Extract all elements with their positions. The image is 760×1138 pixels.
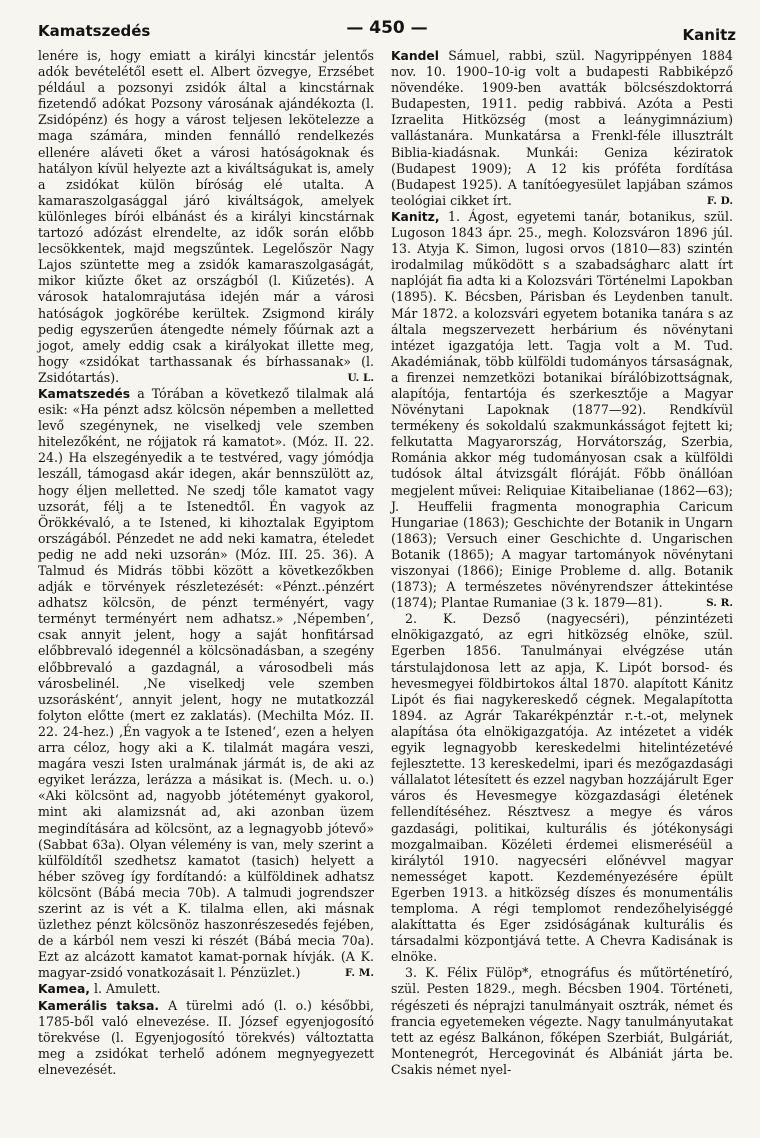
author-signature: F. D.	[706, 194, 733, 207]
running-header	[38, 18, 736, 44]
author-signature: U. L.	[347, 371, 374, 384]
header-left-keyword: Kamatszedés	[38, 22, 151, 40]
entry-kanitz	[391, 209, 733, 611]
entry-text: 1. Ágost, egyetemi tanár, botanikus, szül. Lugoson 1843 ápr. 25., megh. Kolozsváron 1896 júl. 13. Atyja K. Simon, lugosi orvos (1810—83) szintén irodalmilag működött s a szabadságharc alatt írt naplóját fia adta ki a Kolozsvári Történelmi Lapokban (1895). K. Bécsben, Párisban és Leydenben tanult. Már 1872. a kolozsvári egyetem botanika tanára s az általa megszervezett herbárium és növénytani intézet igazgatója lett. Tagja volt a M. Tud. Akadémiának, több külföldi tudományos társaságnak, a firenzei nemzetközi botanikai bírálóbizottságnak, alapítója, fentartója és szerkesztője a Magyar Növénytani Lapoknak (1877—92). Rendkívül termékeny és sokoldalú szakmunkásságot fejtett ki; felkutatta Magyarország, Horvátország, Szerbia, Románia akkor még tudományosan csak a külföldi tudósok által átvizsgált flóráját. Főbb önállóan megjelent művei: Reliquiae Kitaibelianae (1862—63); J. Heuffelii fragmenta monographia Caricum Hungariae (1863); Geschichte der Botanik in Ungarn (1863); Versuch einer Geschichte d. Ungarischen Botanik (1865); A magyar tartományok növénytani viszonyai (1866); Einige Probleme d. allg. Botanik (1873); A természetes növényrendszer áttekintése (1874); Plantae Rumaniae (3 k. 1879—81).	[391, 208, 733, 611]
entry-kamea	[38, 981, 374, 997]
entry-text: l. Amulett.	[89, 981, 161, 997]
entry-headword: Kamatszedés	[38, 386, 131, 401]
right-column	[391, 48, 733, 1078]
paragraph: 3. K. Félix Fülöp*, etnográfus és műtörténetíró, szül. Pesten 1829., megh. Bécsben 1904. Történeti, régészeti és néprajzi tanulmányait osztrák, német és francia egyetemeken végezte. Nagy tanulmányutakat tett az egész Balkánon, főképen Szerbiát, Bulgáriát, Montenegrót, Hercegovinát és Albániát járta be. Csakis német nyel-	[391, 965, 733, 1077]
author-signature: S. R.	[706, 597, 733, 610]
paragraph	[38, 48, 374, 386]
paragraph-text: lenére is, hogy emiatt a királyi kincstár jelentős adók bevételétől esett el. Albert özvegye, Erzsébet például a pozsonyi zsidók által a kincstárnak fizetendő adókat Pozsony városának ajándékozta (l. Zsidópénz) és hogy a várost teljesen lekötelezze a maga számára, minden fennálló rendelkezés ellenére aláveti őket a városi hatóságoknak és hatályon kívül helyezte azt a kiváltságukat is, amely a zsidókat külön bíróság elé utalta. A kamaraszolgasággal járó kiváltságok, amelyek különleges bírói elbánást és a királyi kincstárnak tartozó adózást elrendelte, az idők során előbb lecsökkentek, majd megszűntek. Legelőször Nagy Lajos szüntette meg a zsidók kamaraszolgaságát, mikor kiűzte őket az országból (l. Kiűzetés). A városok hatalomrajutása idején már a városi hatóságok jogkörébe kerültek. Zsigmond király pedig egyszerűen átengedte némely főúrnak azt a jogot, amely eddig csak a királyokat illette meg, hogy «zsidókat tarthassanak és bírhassanak» (l. Zsidótartás).	[38, 48, 374, 385]
entry-kandel	[391, 48, 733, 209]
entry-text: a Tórában a következő tilalmak alá esik: «Ha pénzt adsz kölcsön népemben a melletted levő szegénynek, ne viselkedj vele szemben hitelezőként, ne rójjatok rá kamatot». (Móz. II. 22. 24.) Ha elszegényedik a te testvéred, vagy jómódja leszáll, támogasd akár idegen, akár bennszülött az, hogy éljen melletted. Ne szedj tőle kamatot vagy uzsorát, félj a te Istenedtől. Én vagyok az Örökkévaló, a te Istened, ki kihoztalak Egyiptom országából. Pénzedet ne add neki kamatra, ételedet pedig ne add neki uzsorán» (Móz. III. 25. 36). A Talmud és Midrás többi között a következőkben adják e törvények részletezését: «Pénzt..pénzért adhatsz kölcsön, de pénzt terményért, vagy terményt terményért nem adhatsz.» ‚Népemben‘, csak annyit jelent, hogy a saját honfitársad előbbrevaló idegennél a kölcsönadásban, a szegény előbbrevaló a gazdagnál, a városodbeli más városbelinél. ‚Ne viselkedj vele szemben uzsorásként‘, annyit jelent, hogy ne mutatkozzál folyton előtte (mert ez zaklatás). (Mechilta Móz. II. 22. 24-hez.) ‚Én vagyok a te Istened‘, ezen a helyen arra céloz, hogy aki a K. tilalmát magára veszi, magára veszi Isten uralmának jármát is, de aki az egyiket lerázza, lerázza a másikat is. (Mech. u. o.) «Aki kölcsönt ad, nagyobb jótéteményt gyakorol, mint aki alamizsnát ad, aki azonban üzem megindítására ad kölcsönt, az a legnagyobb jótevő» (Sabbat 63a). Olyan vélemény is van, mely szerint a külföldítől szedhetsz kamatot (tasich) helyett a héber szöveg így fordítandó: a külföldinek adhatsz kölcsönt (Bábá mecia 70b). A talmudi jogrendszer szerint az is vét a K. tilalma ellen, aki másnak üzlethez pénzt kölcsönöz haszonrészesedés fejében, de a kárból nem veszi ki részét (Bábá mecia 70a). Ezt az alcázott kamatot kamat-pornak hívják. (A K. magyar-zsidó vonatkozásait l. Pénzüzlet.)	[38, 385, 374, 981]
entry-headword: Kamea,	[38, 982, 90, 997]
entry-text: Sámuel, rabbi, szül. Nagyrippényen 1884 nov. 10. 1900–10-ig volt a budapesti Rabbiképző növendéke. 1909-ben avatták bölcsészdoktorrá Budapesten, 1911. pedig rabbivá. Azóta a Pesti Izraelita Hitközség (most a leánygimnázium) vallástanára. Munkatársa a Frenkl-féle illusztrált Biblia-kiadásnak. Munkái: Geniza kéziratok (Budapest 1909); A 12 kis próféta fordítása (Budapest 1925). A tanítóegyesület lapjában számos teológiai cikket írt.	[391, 48, 733, 208]
page-number: — 450 —	[346, 18, 428, 38]
entry-headword: Kanitz,	[391, 209, 440, 224]
entry-headword: Kamerális taksa.	[38, 998, 160, 1013]
entry-kamatszedes	[38, 386, 374, 981]
entry-kameralis-taksa	[38, 998, 374, 1078]
header-right-keyword: Kanitz	[682, 26, 736, 44]
paragraph: 2. K. Dezső (nagyecséri), pénzintézeti elnökigazgató, az egri hitközség elnöke, szül. Egerben 1856. Tanulmányai elvégzése után társtulajdonosa lett az apja, K. Lipót borsod- és hevesmegyei földbirtokos által 1870. alapított Kánitz Lipót és fiai nagykereskedő cégnek. Megalapította 1894. az Agrár Takarékpénztár r.-t.-ot, melynek alapítása óta elnökigazgatója. Az intézetet a vidék egyik legnagyobb kereskedelmi hitelintézetévé fejlesztette. 13 kereskedelmi, ipari és mezőgazdasági vállalatot létesített és ezzel nagyban hozzájárult Eger város és Hevesmegye közgazdasági életének fellendítéséhez. Résztvesz a megye és város gazdasági, politikai, kulturális és jótékonysági mozgalmaiban. Közéleti érdemei elismeréséül a királytól 1910. nagyecséri előnévvel magyar nemességet kapott. Kezdeményezésére épült Egerben 1913. a hitközség díszes és monumentális temploma. A régi templomot rendezőhelyiséggé alakíttatta és Eger zsidóságának kulturális és társadalmi központjává tette. A Chevra Kadisának is elnöke.	[391, 611, 733, 965]
entry-headword: Kandel	[391, 49, 439, 63]
author-signature: F. M.	[345, 967, 374, 980]
entry-text: A türelmi adó (l. o.) későbbi, 1785-ből való elnevezése. II. József egyenjogosító törekvése (l. Egyenjogosító törekvés) változtatta meg a zsidókat terhelő adónem megnyegyezett elnevezését.	[38, 997, 374, 1077]
left-column	[38, 48, 374, 1078]
